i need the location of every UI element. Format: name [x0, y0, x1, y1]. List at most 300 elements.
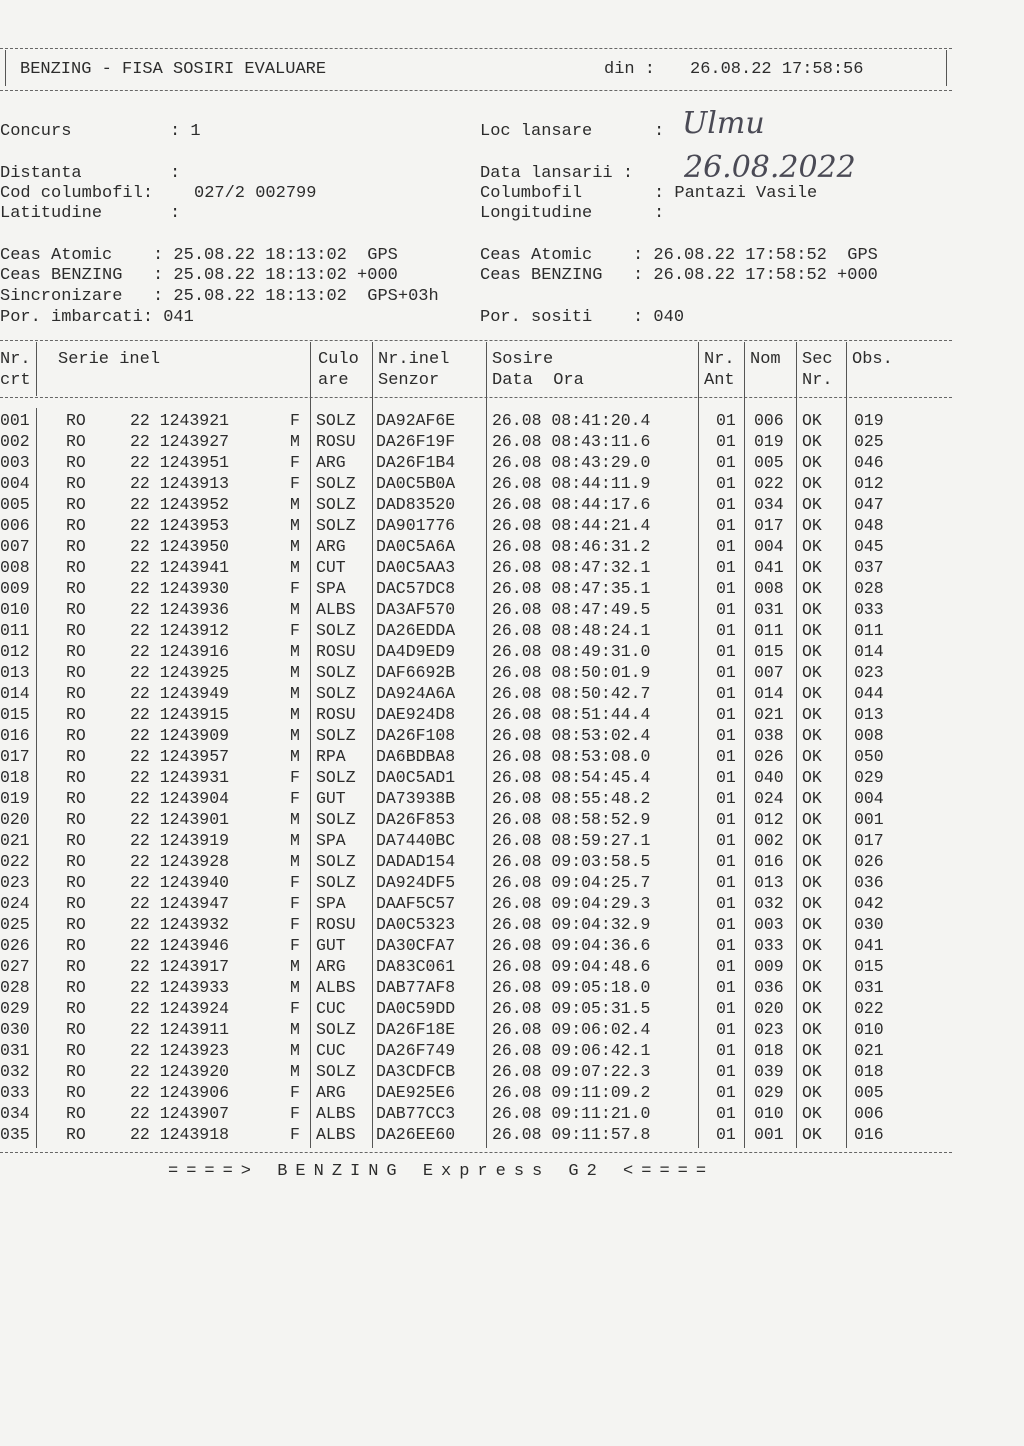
cell-obs: 013: [854, 705, 884, 724]
cell-country: RO: [66, 957, 86, 976]
cell-senzor: DA26F853: [376, 810, 456, 829]
cell-sosire: 26.08 08:47:35.1: [492, 579, 651, 598]
cell-nr-crt: 031: [0, 1041, 30, 1060]
cell-nom: 008: [754, 579, 784, 598]
cell-serie: 22 1243953: [130, 516, 230, 535]
cell-nr-crt: 006: [0, 516, 30, 535]
cell-country: RO: [66, 810, 86, 829]
cell-sex: M: [290, 495, 300, 514]
cell-ant: 01: [716, 1104, 736, 1123]
header-bottom-border: [0, 90, 952, 91]
cell-culoare: RPA: [316, 747, 346, 766]
table-row: [0, 704, 1024, 725]
cell-sec: OK: [802, 978, 822, 997]
cell-obs: 026: [854, 852, 884, 871]
cell-nom: 019: [754, 432, 784, 451]
th-culoare: Culo: [318, 350, 359, 369]
cell-sec: OK: [802, 684, 822, 703]
th-nr-inel: Nr.inel: [378, 350, 450, 369]
cell-nom: 033: [754, 936, 784, 955]
concurs-label: Concurs: [0, 122, 72, 141]
cell-senzor: DA0C5AA3: [376, 558, 456, 577]
cell-country: RO: [66, 432, 86, 451]
cell-country: RO: [66, 705, 86, 724]
latitudine-label: Latitudine: [0, 204, 103, 223]
cell-nom: 003: [754, 915, 784, 934]
date-label: din :: [604, 60, 656, 79]
distanta-label: Distanta: [0, 164, 82, 183]
cell-ant: 01: [716, 474, 736, 493]
cell-nom: 016: [754, 852, 784, 871]
cell-sec: OK: [802, 642, 822, 661]
table-row: [0, 662, 1024, 683]
cell-serie: 22 1243927: [130, 432, 230, 451]
date-value: 26.08.22 17:58:56: [690, 60, 864, 79]
cell-sosire: 26.08 08:54:45.4: [492, 768, 651, 787]
table-row: [0, 830, 1024, 851]
cell-obs: 004: [854, 789, 884, 808]
cell-sosire: 26.08 08:53:02.4: [492, 726, 651, 745]
cell-sex: F: [290, 453, 300, 472]
cell-nom: 007: [754, 663, 784, 682]
cell-country: RO: [66, 495, 86, 514]
cell-senzor: DA0C5AD1: [376, 768, 456, 787]
cell-sex: F: [290, 936, 300, 955]
cell-nom: 041: [754, 558, 784, 577]
header-right-border: [946, 50, 947, 86]
columbofil-label: Columbofil: [480, 184, 583, 203]
cell-country: RO: [66, 1083, 86, 1102]
cell-obs: 048: [854, 516, 884, 535]
cell-ant: 01: [716, 1125, 736, 1144]
th-nr-ant: Nr.: [704, 350, 735, 369]
cell-nr-crt: 010: [0, 600, 30, 619]
cell-senzor: DA26EDDA: [376, 621, 456, 640]
cell-nr-crt: 016: [0, 726, 30, 745]
cell-culoare: SOLZ: [316, 810, 356, 829]
loc-lansare-label: Loc lansare: [480, 122, 593, 141]
cell-ant: 01: [716, 831, 736, 850]
cell-sex: F: [290, 1104, 300, 1123]
table-top-border: [0, 340, 952, 341]
cell-obs: 018: [854, 1062, 884, 1081]
cell-sex: M: [290, 600, 300, 619]
cell-nom: 026: [754, 747, 784, 766]
cell-sex: F: [290, 621, 300, 640]
cell-country: RO: [66, 453, 86, 472]
cell-obs: 045: [854, 537, 884, 556]
cell-sec: OK: [802, 621, 822, 640]
cell-obs: 042: [854, 894, 884, 913]
cell-nom: 020: [754, 999, 784, 1018]
table-row: [0, 620, 1024, 641]
cell-sec: OK: [802, 1125, 822, 1144]
cell-sosire: 26.08 08:41:20.4: [492, 411, 651, 430]
table-row: [0, 683, 1024, 704]
cell-serie: 22 1243913: [130, 474, 230, 493]
cell-sex: M: [290, 663, 300, 682]
cell-sec: OK: [802, 1083, 822, 1102]
cell-sec: OK: [802, 663, 822, 682]
cell-senzor: DAAF5C57: [376, 894, 456, 913]
ceas-benzing-start: Ceas BENZING : 25.08.22 18:13:02 +000: [0, 266, 398, 285]
cell-ant: 01: [716, 789, 736, 808]
cell-nom: 021: [754, 705, 784, 724]
cell-sex: M: [290, 1041, 300, 1060]
cell-senzor: DAF6692B: [376, 663, 456, 682]
cell-sec: OK: [802, 915, 822, 934]
cell-serie: 22 1243949: [130, 684, 230, 703]
cell-nr-crt: 015: [0, 705, 30, 724]
cell-sex: M: [290, 684, 300, 703]
cell-nr-crt: 029: [0, 999, 30, 1018]
cell-ant: 01: [716, 915, 736, 934]
table-row: [0, 452, 1024, 473]
cell-senzor: DAE924D8: [376, 705, 456, 724]
cell-culoare: SOLZ: [316, 495, 356, 514]
cell-nom: 005: [754, 453, 784, 472]
sincronizare: Sincronizare : 25.08.22 18:13:02 GPS+03h: [0, 287, 439, 306]
cell-culoare: ARG: [316, 957, 346, 976]
cell-culoare: SOLZ: [316, 726, 356, 745]
cell-sosire: 26.08 09:11:21.0: [492, 1104, 651, 1123]
cell-serie: 22 1243923: [130, 1041, 230, 1060]
cell-sosire: 26.08 08:51:44.4: [492, 705, 651, 724]
cell-sec: OK: [802, 1062, 822, 1081]
cell-senzor: DA26F18E: [376, 1020, 456, 1039]
cell-country: RO: [66, 1125, 86, 1144]
cell-sec: OK: [802, 873, 822, 892]
cell-sex: M: [290, 1020, 300, 1039]
longitudine-label: Longitudine: [480, 204, 593, 223]
cell-serie: 22 1243916: [130, 642, 230, 661]
cell-ant: 01: [716, 978, 736, 997]
cell-sex: M: [290, 726, 300, 745]
table-row: [0, 431, 1024, 452]
cell-serie: 22 1243921: [130, 411, 230, 430]
cell-culoare: SOLZ: [316, 516, 356, 535]
cell-sec: OK: [802, 600, 822, 619]
cell-sosire: 26.08 09:04:36.6: [492, 936, 651, 955]
cell-serie: 22 1243933: [130, 978, 230, 997]
table-row: [0, 410, 1024, 431]
cell-serie: 22 1243946: [130, 936, 230, 955]
cell-country: RO: [66, 999, 86, 1018]
cell-culoare: SOLZ: [316, 852, 356, 871]
cell-obs: 036: [854, 873, 884, 892]
cell-nom: 001: [754, 1125, 784, 1144]
cell-senzor: DA26F1B4: [376, 453, 456, 472]
cell-culoare: ALBS: [316, 1104, 356, 1123]
cell-serie: 22 1243941: [130, 558, 230, 577]
cell-country: RO: [66, 894, 86, 913]
cell-sex: M: [290, 1062, 300, 1081]
th-sosire: Sosire: [492, 350, 554, 369]
cell-serie: 22 1243930: [130, 579, 230, 598]
cell-nom: 018: [754, 1041, 784, 1060]
cell-sosire: 26.08 08:43:29.0: [492, 453, 651, 472]
cell-obs: 047: [854, 495, 884, 514]
loc-lansare-handwritten: Ulmu: [682, 106, 765, 141]
table-row: [0, 851, 1024, 872]
cell-nom: 009: [754, 957, 784, 976]
cell-country: RO: [66, 474, 86, 493]
cell-nom: 012: [754, 810, 784, 829]
cell-senzor: DA6BDBA8: [376, 747, 456, 766]
cell-nr-crt: 022: [0, 852, 30, 871]
cell-sosire: 26.08 08:43:11.6: [492, 432, 651, 451]
cell-nom: 023: [754, 1020, 784, 1039]
cell-ant: 01: [716, 810, 736, 829]
cell-sex: M: [290, 516, 300, 535]
cell-senzor: DA26EE60: [376, 1125, 456, 1144]
th-nom: Nom: [750, 350, 781, 369]
cell-serie: 22 1243950: [130, 537, 230, 556]
cell-ant: 01: [716, 873, 736, 892]
cell-sec: OK: [802, 810, 822, 829]
th-ant: Ant: [704, 371, 735, 390]
cell-sosire: 26.08 09:04:48.6: [492, 957, 651, 976]
cell-sosire: 26.08 09:11:09.2: [492, 1083, 651, 1102]
th-sec-nr: Nr.: [802, 371, 833, 390]
cell-sec: OK: [802, 936, 822, 955]
cell-sex: M: [290, 537, 300, 556]
cell-sosire: 26.08 08:46:31.2: [492, 537, 651, 556]
cell-sosire: 26.08 08:44:11.9: [492, 474, 651, 493]
cell-sec: OK: [802, 852, 822, 871]
cell-nom: 006: [754, 411, 784, 430]
cell-serie: 22 1243957: [130, 747, 230, 766]
cell-country: RO: [66, 747, 86, 766]
table-row: [0, 767, 1024, 788]
cell-sex: M: [290, 978, 300, 997]
cell-culoare: SOLZ: [316, 621, 356, 640]
porumbei-sositi: Por. sositi : 040: [480, 308, 685, 327]
cell-ant: 01: [716, 642, 736, 661]
cell-sosire: 26.08 09:05:18.0: [492, 978, 651, 997]
cell-culoare: ARG: [316, 453, 346, 472]
th-serie-inel: Serie inel: [58, 350, 161, 369]
table-header-border: [0, 397, 952, 398]
cell-ant: 01: [716, 1062, 736, 1081]
cell-nr-crt: 005: [0, 495, 30, 514]
cell-nr-crt: 019: [0, 789, 30, 808]
cell-serie: 22 1243906: [130, 1083, 230, 1102]
cell-culoare: CUC: [316, 999, 346, 1018]
cell-nr-crt: 027: [0, 957, 30, 976]
cell-country: RO: [66, 726, 86, 745]
distanta-value: :: [170, 164, 181, 183]
cell-nom: 002: [754, 831, 784, 850]
cell-ant: 01: [716, 999, 736, 1018]
cell-serie: 22 1243901: [130, 810, 230, 829]
cod-columbofil-label: Cod columbofil:: [0, 184, 154, 203]
cell-sosire: 26.08 09:11:57.8: [492, 1125, 651, 1144]
cell-sec: OK: [802, 495, 822, 514]
cell-country: RO: [66, 621, 86, 640]
cell-obs: 050: [854, 747, 884, 766]
cell-sosire: 26.08 09:04:32.9: [492, 915, 651, 934]
cell-sosire: 26.08 09:06:02.4: [492, 1020, 651, 1039]
header-left-border: [5, 50, 6, 86]
cell-sex: F: [290, 411, 300, 430]
cell-serie: 22 1243907: [130, 1104, 230, 1123]
cell-sec: OK: [802, 516, 822, 535]
cell-nom: 038: [754, 726, 784, 745]
cell-country: RO: [66, 1104, 86, 1123]
cell-sosire: 26.08 08:59:27.1: [492, 831, 651, 850]
cell-senzor: DA83C061: [376, 957, 456, 976]
table-row: [0, 578, 1024, 599]
cell-sex: F: [290, 915, 300, 934]
cell-culoare: SPA: [316, 831, 346, 850]
cell-sec: OK: [802, 453, 822, 472]
cell-sosire: 26.08 08:47:49.5: [492, 600, 651, 619]
cell-sosire: 26.08 09:04:25.7: [492, 873, 651, 892]
table-row: [0, 641, 1024, 662]
cell-nr-crt: 001: [0, 411, 30, 430]
cell-nr-crt: 018: [0, 768, 30, 787]
cell-nr-crt: 030: [0, 1020, 30, 1039]
table-row: [0, 977, 1024, 998]
cell-sex: F: [290, 789, 300, 808]
table-row: [0, 557, 1024, 578]
cell-sosire: 26.08 08:53:08.0: [492, 747, 651, 766]
loc-colon: :: [654, 122, 665, 141]
cell-sosire: 26.08 09:04:29.3: [492, 894, 651, 913]
cell-senzor: DA0C5A6A: [376, 537, 456, 556]
footer-banner: ====> BENZING Express G2 <====: [168, 1162, 715, 1181]
cell-country: RO: [66, 831, 86, 850]
table-row: [0, 998, 1024, 1019]
cell-country: RO: [66, 768, 86, 787]
cell-sosire: 26.08 08:44:17.6: [492, 495, 651, 514]
cell-obs: 008: [854, 726, 884, 745]
cell-sec: OK: [802, 831, 822, 850]
cell-nr-crt: 034: [0, 1104, 30, 1123]
cell-nom: 010: [754, 1104, 784, 1123]
cell-ant: 01: [716, 936, 736, 955]
cell-obs: 046: [854, 453, 884, 472]
cell-sec: OK: [802, 537, 822, 556]
cell-obs: 023: [854, 663, 884, 682]
cell-senzor: DA26F108: [376, 726, 456, 745]
cell-ant: 01: [716, 558, 736, 577]
ceas-atomic-start: Ceas Atomic : 25.08.22 18:13:02 GPS: [0, 246, 398, 265]
cell-senzor: DA924A6A: [376, 684, 456, 703]
cell-culoare: ALBS: [316, 978, 356, 997]
cell-serie: 22 1243924: [130, 999, 230, 1018]
table-row: [0, 788, 1024, 809]
cell-country: RO: [66, 1020, 86, 1039]
cell-serie: 22 1243917: [130, 957, 230, 976]
cell-nom: 024: [754, 789, 784, 808]
cell-nr-crt: 003: [0, 453, 30, 472]
cell-nom: 017: [754, 516, 784, 535]
cell-nr-crt: 033: [0, 1083, 30, 1102]
ceas-atomic-end: Ceas Atomic : 26.08.22 17:58:52 GPS: [480, 246, 878, 265]
cell-serie: 22 1243920: [130, 1062, 230, 1081]
cell-sex: M: [290, 831, 300, 850]
cell-ant: 01: [716, 1020, 736, 1039]
cell-culoare: ARG: [316, 1083, 346, 1102]
cell-sex: F: [290, 1083, 300, 1102]
col-sep-1-head: [36, 342, 37, 396]
cell-culoare: SOLZ: [316, 663, 356, 682]
th-data-ora: Data Ora: [492, 371, 584, 390]
cell-culoare: SOLZ: [316, 768, 356, 787]
cell-sex: F: [290, 1125, 300, 1144]
cell-obs: 010: [854, 1020, 884, 1039]
th-culoare-2: are: [318, 371, 349, 390]
cell-sec: OK: [802, 789, 822, 808]
ceas-benzing-end: Ceas BENZING : 26.08.22 17:58:52 +000: [480, 266, 878, 285]
cell-serie: 22 1243925: [130, 663, 230, 682]
cell-country: RO: [66, 1062, 86, 1081]
cell-country: RO: [66, 663, 86, 682]
cell-ant: 01: [716, 852, 736, 871]
columbofil-value: : Pantazi Vasile: [654, 184, 818, 203]
cell-serie: 22 1243931: [130, 768, 230, 787]
table-row: [0, 1082, 1024, 1103]
cell-sec: OK: [802, 1020, 822, 1039]
cell-sex: F: [290, 873, 300, 892]
table-row: [0, 494, 1024, 515]
table-row: [0, 599, 1024, 620]
cell-sec: OK: [802, 957, 822, 976]
cell-nom: 015: [754, 642, 784, 661]
cell-nom: 022: [754, 474, 784, 493]
cell-obs: 022: [854, 999, 884, 1018]
cell-obs: 031: [854, 978, 884, 997]
table-row: [0, 1124, 1024, 1145]
data-lansarii-handwritten: 26.08.2022: [684, 150, 856, 185]
cell-nr-crt: 020: [0, 810, 30, 829]
cell-sex: M: [290, 810, 300, 829]
cell-culoare: GUT: [316, 789, 346, 808]
cell-country: RO: [66, 873, 86, 892]
cell-sosire: 26.08 08:49:31.0: [492, 642, 651, 661]
cell-nr-crt: 011: [0, 621, 30, 640]
cell-obs: 015: [854, 957, 884, 976]
cell-culoare: CUC: [316, 1041, 346, 1060]
cod-columbofil-value: 027/2 002799: [194, 184, 317, 203]
table-row: [0, 893, 1024, 914]
cell-culoare: SOLZ: [316, 873, 356, 892]
cell-ant: 01: [716, 516, 736, 535]
cell-sex: F: [290, 768, 300, 787]
cell-obs: 044: [854, 684, 884, 703]
cell-nr-crt: 009: [0, 579, 30, 598]
cell-serie: 22 1243909: [130, 726, 230, 745]
cell-sosire: 26.08 08:58:52.9: [492, 810, 651, 829]
cell-sex: F: [290, 999, 300, 1018]
cell-culoare: SOLZ: [316, 1062, 356, 1081]
cell-ant: 01: [716, 705, 736, 724]
cell-country: RO: [66, 642, 86, 661]
cell-culoare: SOLZ: [316, 474, 356, 493]
cell-serie: 22 1243918: [130, 1125, 230, 1144]
cell-nom: 034: [754, 495, 784, 514]
cell-nr-crt: 021: [0, 831, 30, 850]
cell-senzor: DA26F749: [376, 1041, 456, 1060]
concurs-value: : 1: [170, 122, 201, 141]
cell-obs: 037: [854, 558, 884, 577]
cell-obs: 033: [854, 600, 884, 619]
cell-serie: 22 1243912: [130, 621, 230, 640]
cell-sex: M: [290, 957, 300, 976]
cell-serie: 22 1243911: [130, 1020, 230, 1039]
